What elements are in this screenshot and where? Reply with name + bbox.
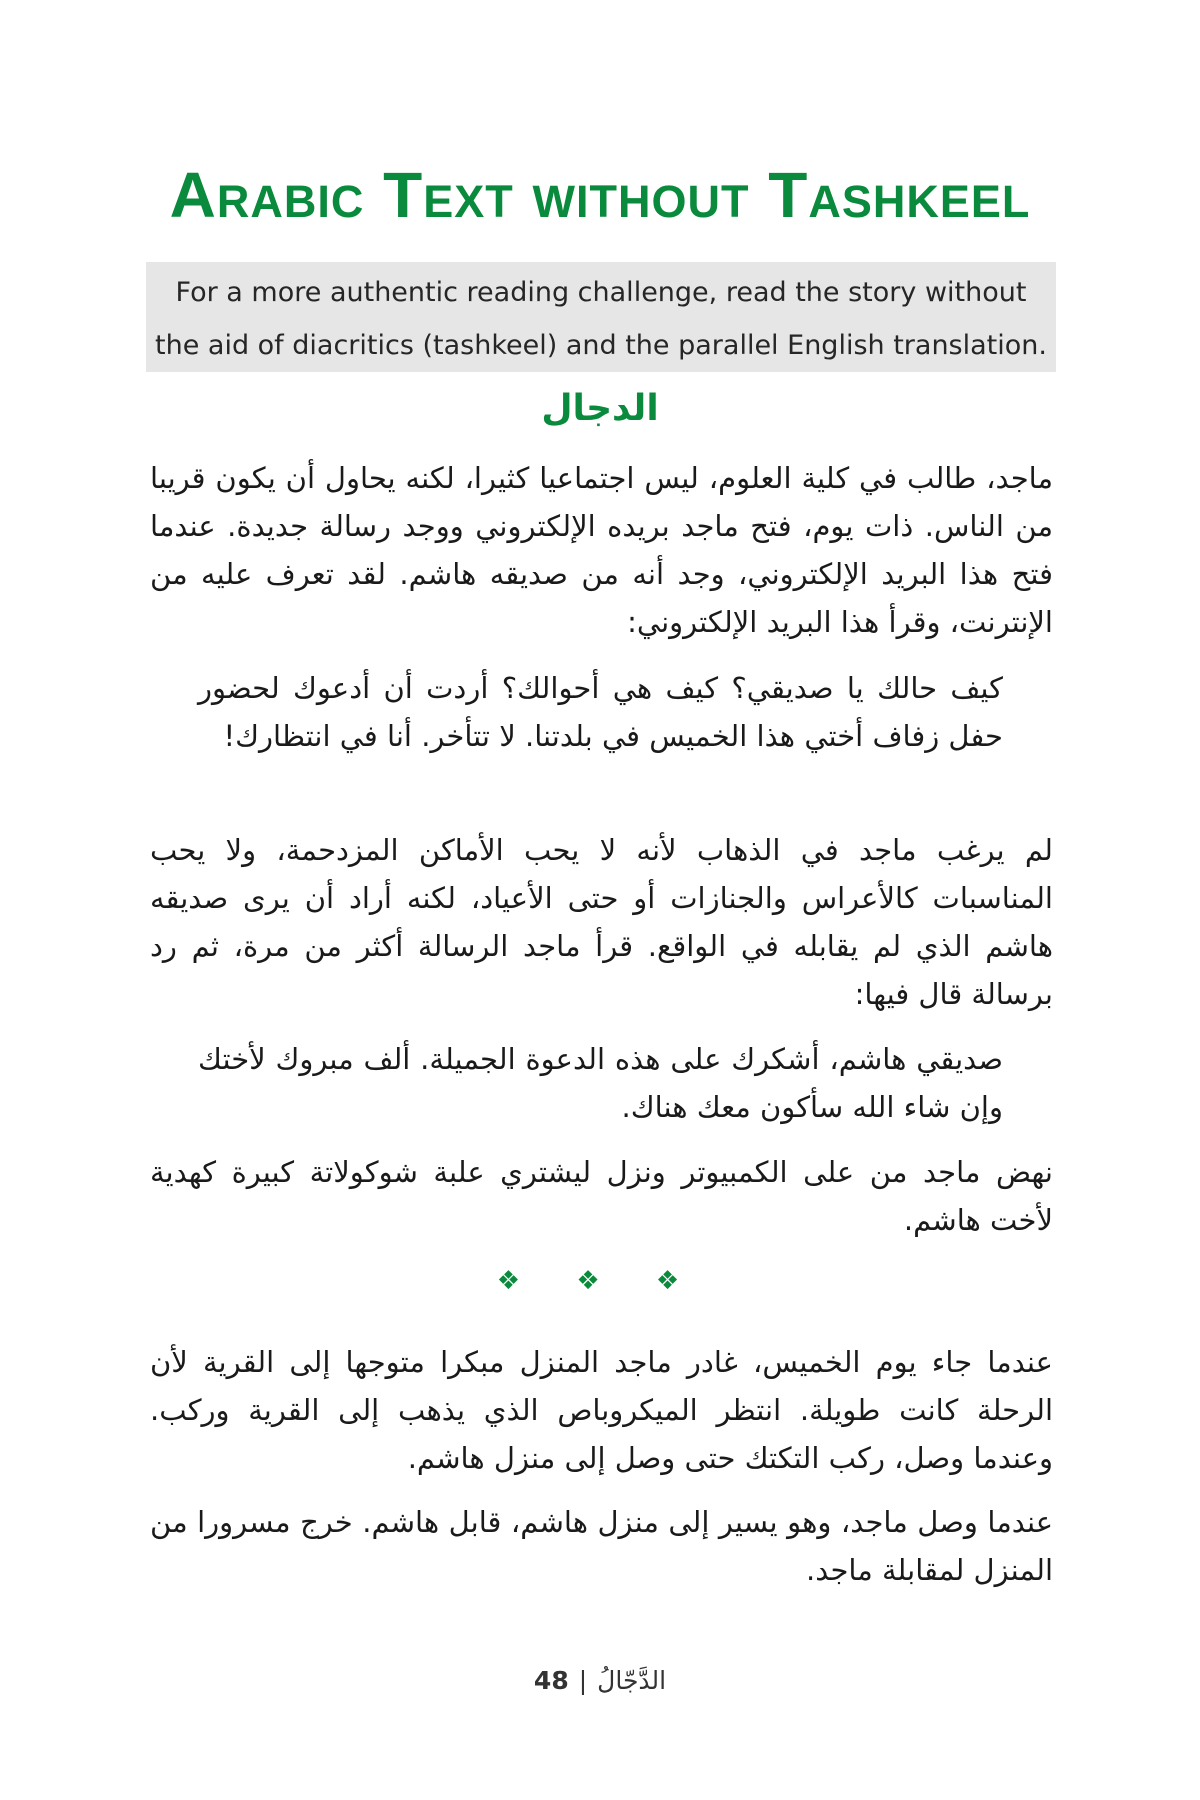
story-paragraph-5: عندما وصل ماجد، وهو يسير إلى منزل هاشم، قابل هاشم. خرج مسرورا من المنزل لمقابلة ماجد. [150,1505,1053,1587]
intro-box: For a more authentic reading challenge, read the story without the aid of diacritics (tashkeel) and the parallel English translation. [146,262,1056,372]
page-title: Arabic Text without Tashkeel [169,159,1031,231]
page-number: 48 [533,1666,569,1695]
story-paragraph-4: عندما جاء يوم الخميس، غادر ماجد المنزل مبكرا متوجها إلى القرية لأن الرحلة كانت طويلة. انتظر الميكروباص الذي يذهب إلى القرية وركب. وعندما وصل، ركب التكتك حتى وصل إلى منزل هاشم. [150,1345,1053,1475]
story-title: الدجال [541,388,659,429]
footer-book-title: الدَّجّالُ [597,1666,667,1695]
story-paragraph-1: ماجد، طالب في كلية العلوم، ليس اجتماعيا كثيرا، لكنه يحاول أن يكون قريبا من الناس. ذات يوم، فتح ماجد بريده الإلكتروني ووجد رسالة جديدة. عندما فتح هذا البريد الإلكتروني، وجد أنه من صديقه هاشم. لقد تعرف عليه من الإنترنت، وقرأ هذا البريد الإلكتروني: [150,461,1053,639]
page-footer [0,1666,1200,1695]
story-paragraph-2: لم يرغب ماجد في الذهاب لأنه لا يحب الأماكن المزدحمة، ولا يحب المناسبات كالأعراس والجنازات أو حتى الأعياد، لكنه أراد أن يرى صديقه هاشم الذي لم يقابله في الواقع. قرأ ماجد الرسالة أكثر من مرة، ثم رد برسالة قال فيها: [150,833,1053,1011]
footer-separator: | [578,1666,588,1695]
story-quote-2: صديقي هاشم، أشكرك على هذه الدعوة الجميلة. ألف مبروك لأختك وإن شاء الله سأكون معك هناك. [198,1042,1003,1124]
story-paragraph-3: نهض ماجد من على الكمبيوتر ونزل ليشتري علبة شوكولاتة كبيرة كهدية لأخت هاشم. [150,1155,1053,1237]
section-separator: ❖ ❖ ❖ [496,1266,704,1296]
story-quote-1: كيف حالك يا صديقي؟ كيف هي أحوالك؟ أردت أن أدعوك لحضور حفل زفاف أختي هذا الخميس في بلدتنا. لا تتأخر. أنا في انتظارك! [198,671,1003,753]
